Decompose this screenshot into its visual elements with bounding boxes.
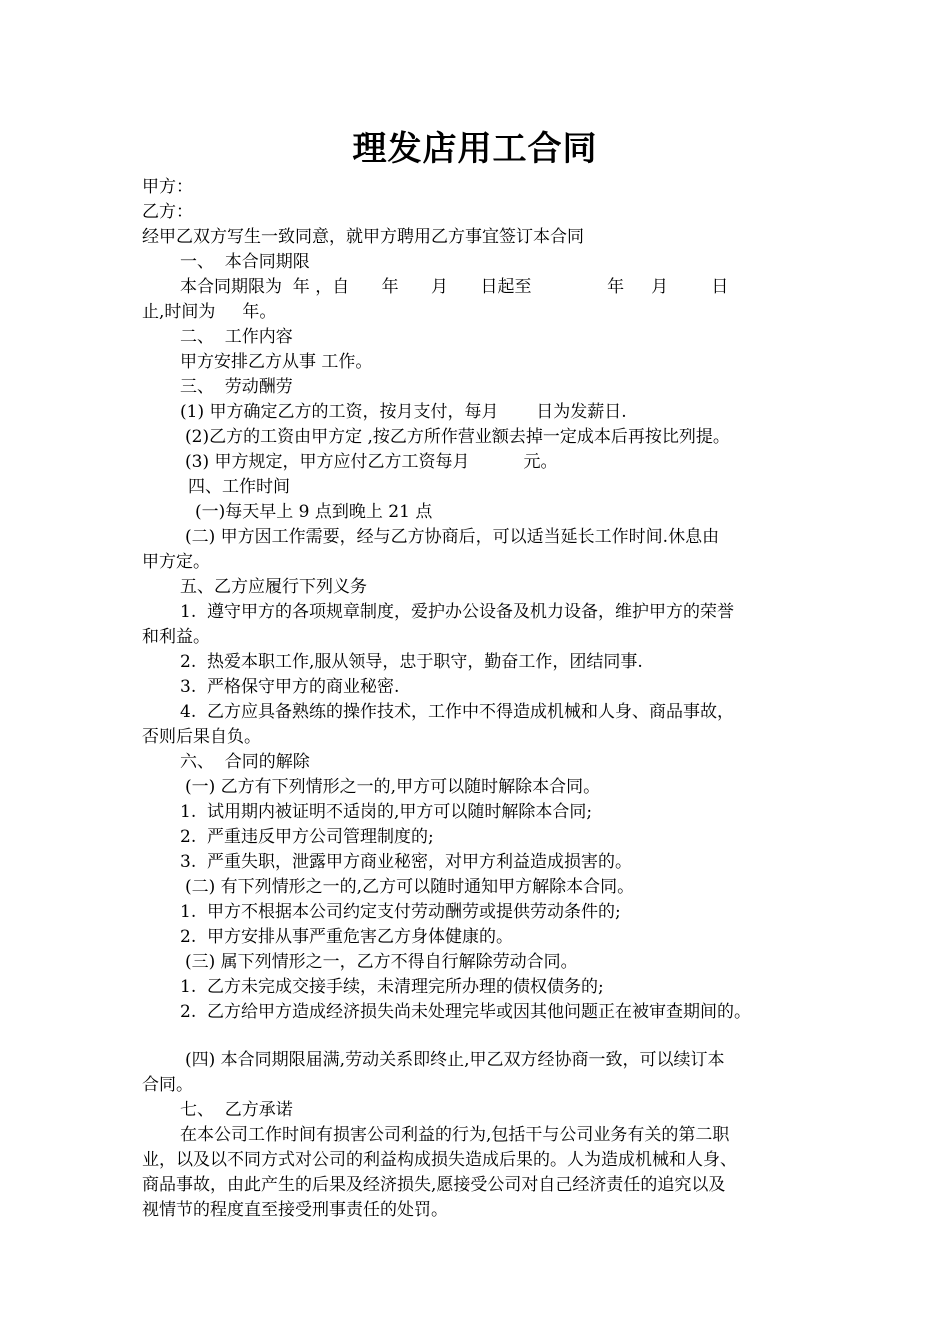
commitment-line-2: 业，以及以不同方式对公司的利益构成损失造成后果的。人为造成机械和人身、 <box>142 1150 737 1170</box>
termination-c-heading: (三) 属下列情形之一，乙方不得自行解除劳动合同。 <box>185 952 578 972</box>
duty-line-3: 3. 严格保守甲方的商业秘密. <box>180 677 400 697</box>
termination-c-2: 2. 乙方给甲方造成经济损失尚未处理完毕或因其他问题正在被审查期间的。 <box>180 1002 752 1022</box>
term-line-2: 止,时间为 年。 <box>142 302 277 322</box>
commitment-line-4: 视情节的程度直至接受刑事责任的处罚。 <box>142 1200 448 1220</box>
preamble-line: 经甲乙双方写生一致同意，就甲方聘用乙方事宜签订本合同 <box>142 227 584 247</box>
termination-a-2: 2. 严重违反甲方公司管理制度的; <box>180 827 434 847</box>
party-b-line: 乙方： <box>142 202 193 222</box>
termination-b-heading: (二) 有下列情形之一的,乙方可以随时通知甲方解除本合同。 <box>185 877 635 897</box>
section-heading-commitment: 七、 乙方承诺 <box>180 1100 293 1120</box>
section-heading-work: 二、 工作内容 <box>180 327 293 347</box>
duty-line-4: 4. 乙方应具备熟练的操作技术，工作中不得造成机械和人身、商品事故， <box>180 702 735 722</box>
duty-line-2: 2. 热爱本职工作,服从领导，忠于职守，勤奋工作，团结同事. <box>180 652 643 672</box>
term-line-1: 本合同期限为 年 ，自 年 月 日起至 年 月 日 <box>180 277 729 297</box>
pay-line-2: (2)乙方的工资由甲方定 ,按乙方所作营业额去掉一定成本后再按比列提。 <box>185 427 730 447</box>
contract-title: 理发店用工合同 <box>352 129 598 169</box>
termination-d-line: (四) 本合同期限届满,劳动关系即终止,甲乙双方经协商一致，可以续订本 <box>185 1050 725 1070</box>
duty-line-1: 1. 遵守甲方的各项规章制度，爱护办公设备及机力设备，维护甲方的荣誉 <box>180 602 735 622</box>
party-a-line: 甲方： <box>142 177 193 197</box>
section-heading-duties: 五、乙方应履行下列义务 <box>180 577 367 597</box>
section-heading-pay: 三、 劳动酬劳 <box>180 377 293 397</box>
commitment-line-1: 在本公司工作时间有损害公司利益的行为,包括干与公司业务有关的第二职 <box>180 1125 730 1145</box>
duty-line-1-cont: 和利益。 <box>142 627 210 647</box>
termination-d-cont: 合同。 <box>142 1075 193 1095</box>
hours-line-1: (一)每天早上 9 点到晚上 21 点 <box>195 502 433 522</box>
termination-a-3: 3. 严重失职，泄露甲方商业秘密，对甲方利益造成损害的。 <box>180 852 633 872</box>
pay-line-1: (1) 甲方确定乙方的工资，按月支付，每月 日为发薪日. <box>180 402 627 422</box>
work-line: 甲方安排乙方从事 工作。 <box>180 352 373 372</box>
section-heading-hours: 四、工作时间 <box>188 477 290 497</box>
termination-a-1: 1. 试用期内被证明不适岗的,甲方可以随时解除本合同; <box>180 802 593 822</box>
commitment-line-3: 商品事故，由此产生的后果及经济损失,愿接受公司对自己经济责任的追究以及 <box>142 1175 726 1195</box>
hours-line-2: (二) 甲方因工作需要，经与乙方协商后，可以适当延长工作时间.休息由 <box>185 527 720 547</box>
pay-line-3: (3) 甲方规定，甲方应付乙方工资每月 元。 <box>185 452 558 472</box>
section-heading-term: 一、 本合同期限 <box>180 252 310 272</box>
termination-a-heading: (一) 乙方有下列情形之一的,甲方可以随时解除本合同。 <box>185 777 601 797</box>
section-heading-termination: 六、 合同的解除 <box>180 752 310 772</box>
duty-line-4-cont: 否则后果自负。 <box>142 727 261 747</box>
termination-b-2: 2. 甲方安排从事严重危害乙方身体健康的。 <box>180 927 514 947</box>
termination-b-1: 1. 甲方不根据本公司约定支付劳动酬劳或提供劳动条件的; <box>180 902 621 922</box>
hours-line-3: 甲方定。 <box>142 552 210 572</box>
termination-c-1: 1. 乙方未完成交接手续，未清理完所办理的债权债务的; <box>180 977 604 997</box>
